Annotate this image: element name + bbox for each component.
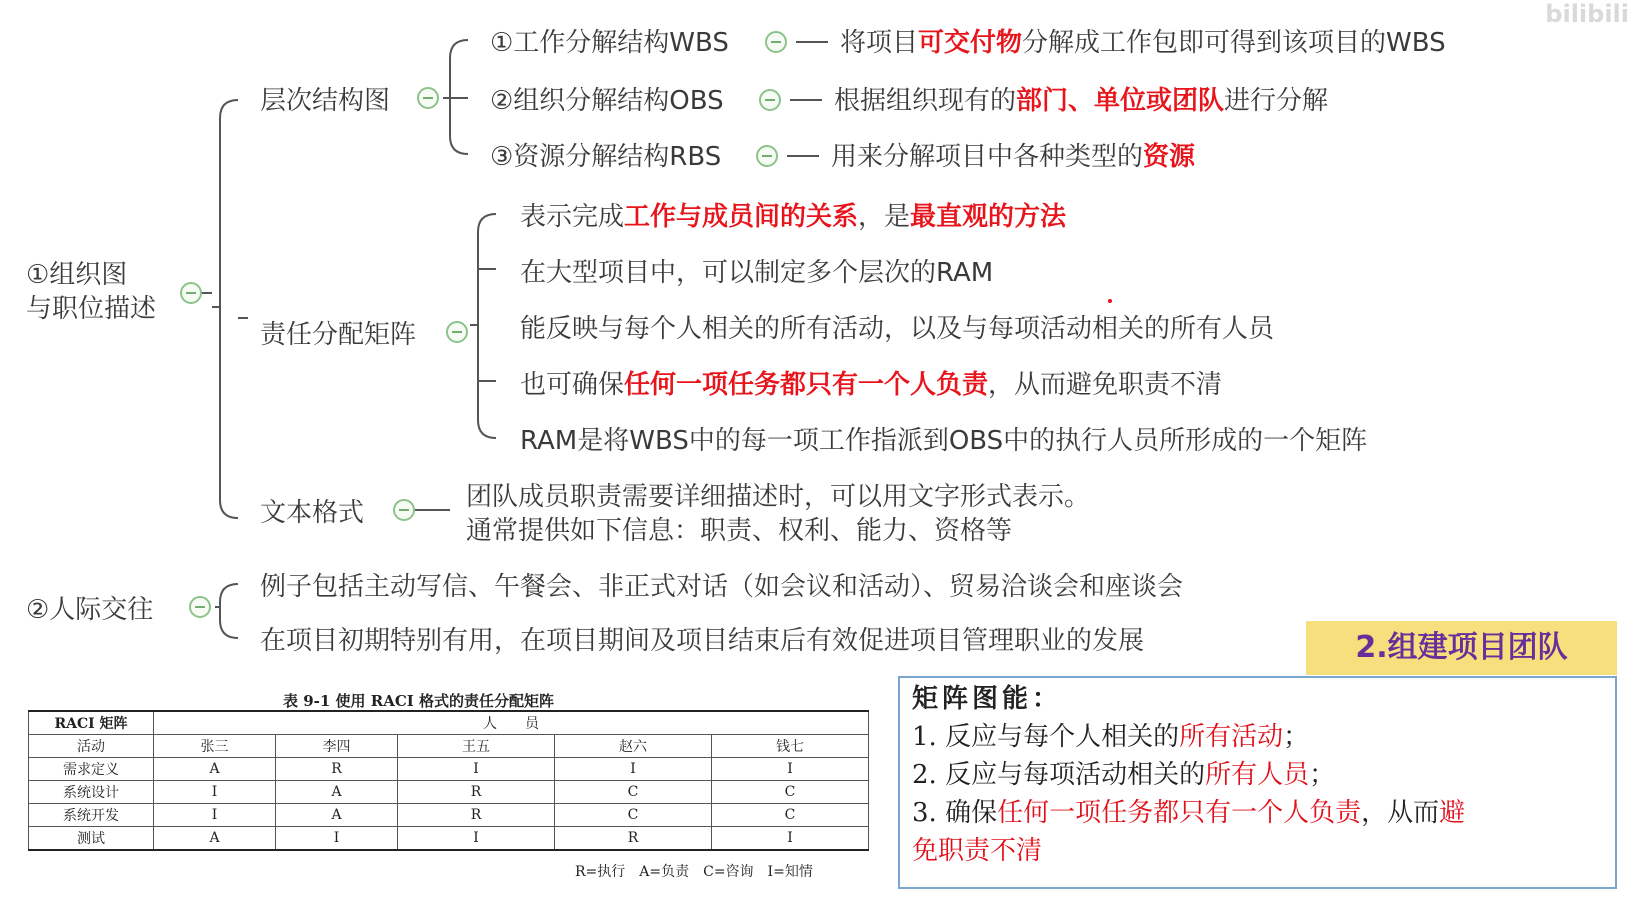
activity-cell: 需求定义 <box>29 758 154 781</box>
rbs-desc: 用来分解项目中各种类型的资源 <box>831 142 1196 172</box>
table-title: 表 9-1 使用 RACI 格式的责任分配矩阵 <box>283 692 555 710</box>
raci-cell: C <box>555 804 712 827</box>
raci-cell: I <box>276 827 398 851</box>
person-header: 钱七 <box>712 735 869 758</box>
raci-cell: I <box>712 827 869 851</box>
raci-cell: C <box>712 781 869 804</box>
note-line-2: 2. 反应与每项活动相关的所有人员； <box>912 760 1336 790</box>
activity-cell: 系统开发 <box>29 804 154 827</box>
people-label: 人 员 <box>154 711 869 735</box>
raci-cell: A <box>154 827 276 851</box>
table-row <box>29 804 869 827</box>
obs-label: ②组织分解结构OBS <box>490 86 724 116</box>
activity-label: 活动 <box>29 735 154 758</box>
summary-note-box <box>898 676 1617 889</box>
ram-item-2: 在大型项目中，可以制定多个层次的RAM <box>520 258 994 288</box>
collapse-node-icon[interactable] <box>180 282 202 304</box>
root-label-line1: ①组织图 <box>26 260 128 290</box>
person-header: 张三 <box>154 735 276 758</box>
raci-cell: R <box>398 781 555 804</box>
raci-cell: A <box>154 758 276 781</box>
collapse-node-icon[interactable] <box>759 89 781 111</box>
table-header-row <box>29 711 869 735</box>
table-row <box>29 827 869 851</box>
raci-cell: A <box>276 804 398 827</box>
activity-cell: 系统设计 <box>29 781 154 804</box>
raci-cell: I <box>398 827 555 851</box>
raci-cell: I <box>154 804 276 827</box>
hierarchy-label: 层次结构图 <box>260 86 391 116</box>
note-line-4: 免职责不清 <box>912 836 1043 866</box>
wbs-desc: 将项目可交付物分解成工作包即可得到该项目的WBS <box>840 28 1446 58</box>
table-header-row <box>29 735 869 758</box>
text-format-line2: 通常提供如下信息：职责、权利、能力、资格等 <box>466 516 1013 546</box>
note-line-3: 3. 确保任何一项任务都只有一个人负责，从而避 <box>912 798 1466 828</box>
ram-item-1: 表示完成工作与成员间的关系，是最直观的方法 <box>520 202 1067 232</box>
table-row <box>29 758 869 781</box>
person-header: 王五 <box>398 735 555 758</box>
watermark-logo: bilibili <box>1545 0 1629 28</box>
collapse-node-icon[interactable] <box>756 145 778 167</box>
wbs-label: ①工作分解结构WBS <box>490 28 729 58</box>
raci-cell: R <box>555 827 712 851</box>
raci-table <box>28 710 869 851</box>
person-header: 赵六 <box>555 735 712 758</box>
note-line-1: 1. 反应与每个人相关的所有活动； <box>912 722 1310 752</box>
interpersonal-label: ②人际交往 <box>26 595 154 625</box>
raci-cell: C <box>712 804 869 827</box>
interpersonal-line2: 在项目初期特别有用，在项目期间及项目结束后有效促进项目管理职业的发展 <box>260 626 1145 656</box>
interpersonal-line1: 例子包括主动写信、午餐会、非正式对话（如会议和活动）、贸易洽谈会和座谈会 <box>260 572 1184 602</box>
raci-cell: R <box>276 758 398 781</box>
raci-cell: A <box>276 781 398 804</box>
ram-item-3: 能反映与每个人相关的所有活动，以及与每项活动相关的所有人员 <box>520 314 1275 344</box>
table-legend: R=执行 A=负责 C=咨询 I=知情 <box>575 864 813 880</box>
collapse-node-icon[interactable] <box>189 596 211 618</box>
ram-item-5: RAM是将WBS中的每一项工作指派到OBS中的执行人员所形成的一个矩阵 <box>520 426 1368 456</box>
raci-cell: C <box>555 781 712 804</box>
text-format-label: 文本格式 <box>260 498 365 528</box>
obs-desc: 根据组织现有的部门、单位或团队进行分解 <box>834 86 1329 116</box>
note-heading: 矩阵图能： <box>912 684 1063 714</box>
raci-cell: R <box>398 804 555 827</box>
ram-label: 责任分配矩阵 <box>260 320 417 350</box>
rbs-label: ③资源分解结构RBS <box>490 142 722 172</box>
collapse-node-icon[interactable] <box>393 499 415 521</box>
ram-item-4: 也可确保任何一项任务都只有一个人负责，从而避免职责不清 <box>520 370 1223 400</box>
raci-cell: I <box>555 758 712 781</box>
text-format-line1: 团队成员职责需要详细描述时，可以用文字形式表示。 <box>466 482 1091 512</box>
corner-label: RACI 矩阵 <box>29 711 154 735</box>
collapse-node-icon[interactable] <box>417 87 439 109</box>
activity-cell: 测试 <box>29 827 154 851</box>
table-row <box>29 781 869 804</box>
person-header: 李四 <box>276 735 398 758</box>
raci-cell: I <box>154 781 276 804</box>
root-label-line2: 与职位描述 <box>26 294 157 324</box>
collapse-node-icon[interactable] <box>765 31 787 53</box>
red-dot-marker <box>1108 299 1112 303</box>
raci-cell: I <box>712 758 869 781</box>
raci-cell: I <box>398 758 555 781</box>
section-badge: 2.组建项目团队 <box>1306 621 1617 675</box>
collapse-node-icon[interactable] <box>446 321 468 343</box>
